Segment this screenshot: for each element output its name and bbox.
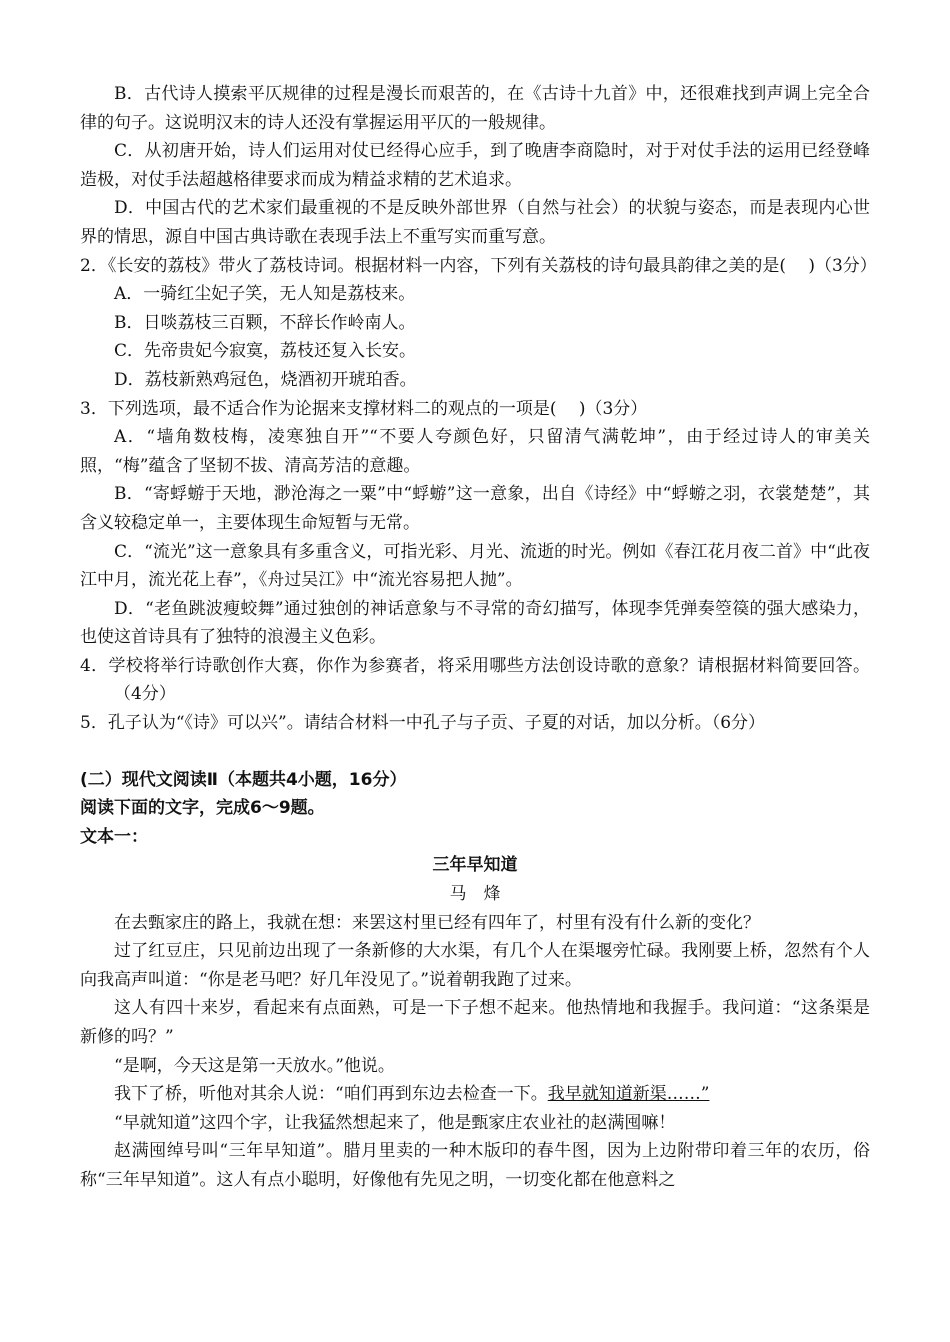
story-paragraph: 这人有四十来岁，看起来有点面熟，可是一下子想不起来。他热情地和我握手。我问道：“这条渠是新修的吗？” bbox=[80, 998, 870, 1047]
option-line: C．先帝贵妃今寂寞，荔枝还复入长安。 bbox=[114, 341, 417, 362]
story-paragraph: “是啊，今天这是第一天放水。”他说。 bbox=[114, 1055, 395, 1076]
section-gap bbox=[80, 738, 870, 766]
text-label: 文本一： bbox=[80, 826, 148, 847]
document-page bbox=[80, 80, 877, 1195]
story-author: 马 烽 bbox=[449, 884, 501, 905]
option-line: D．“老鱼跳波瘦蛟舞”通过独创的神话意象与不寻常的奇幻描写，体现李凭弹奏箜篌的强大感染力，也使这首诗具有了独特的浪漫主义色彩。 bbox=[80, 598, 870, 648]
option-line: B．古代诗人摸索平仄规律的过程是漫长而艰苦的，在《古诗十九首》中，还很难找到声调上完全合律的句子。这说明汉末的诗人还没有掌握运用平仄的一般规律。 bbox=[80, 84, 870, 133]
question-line: 2．《长安的荔枝》带火了荔枝诗词。根据材料一内容，下列有关荔枝的诗句最具韵律之美的是( )（3分） bbox=[80, 255, 877, 276]
option-line: C．“流光”这一意象具有多重含义，可指光彩、月光、流逝的时光。例如《春江花月夜二首》中“此夜江中月，流光花上春”，《舟过吴江》中“流光容易把人抛”。 bbox=[80, 541, 871, 591]
section-instruction: 阅读下面的文字，完成6～9题。 bbox=[80, 798, 325, 819]
underline-before: 我下了桥，听他对其余人说：“咱们再到东边去检查一下。 bbox=[114, 1084, 548, 1105]
question-line: 3．下列选项，最不适合作为论据来支撑材料二的观点的一项是( )（3分） bbox=[80, 398, 648, 419]
story-title: 三年早知道 bbox=[432, 855, 518, 876]
question-line: 4．学校将举行诗歌创作大赛，你作为参赛者，将采用哪些方法创设诗歌的意象？请根据材料简要回答。（4分） bbox=[80, 655, 870, 705]
story-paragraph: 过了红豆庄，只见前边出现了一条新修的大水渠，有几个人在渠堰旁忙碌。我刚要上桥，忽然有个人向我高声叫道：“你是老马吧？好几年没见了。”说着朝我跑了过来。 bbox=[80, 941, 870, 990]
story-paragraph: “早就知道”这四个字，让我猛然想起来了，他是甄家庄农业社的赵满囤嘛！ bbox=[114, 1112, 676, 1133]
question-line: 5．孔子认为“《诗》可以兴”。请结合材料一中孔子与子贡、子夏的对话，加以分析。（6分） bbox=[80, 713, 766, 734]
story-paragraph: 赵满囤绰号叫“三年早知道”。腊月里卖的一种木版印的春牛图，因为上边附带印着三年的农历，俗称“三年早知道”。这人有点小聪明，好像他有先见之明，一切变化都在他意料之 bbox=[80, 1141, 870, 1190]
option-line: A．一骑红尘妃子笑，无人知是荔枝来。 bbox=[114, 284, 416, 305]
story-paragraph: 在去甄家庄的路上，我就在想：来罢这村里已经有四年了，村里有没有什么新的变化？ bbox=[114, 912, 760, 933]
story-paragraph-underlined bbox=[80, 1080, 870, 1109]
section-heading: (二）现代文阅读Ⅱ（本题共4小题，16分） bbox=[80, 769, 407, 790]
option-line: D．中国古代的艺术家们最重视的不是反映外部世界（自然与社会）的状貌与姿态，而是表现内心世界的情思，源自中国古典诗歌在表现手法上不重写实而重写意。 bbox=[80, 198, 870, 247]
story-tail bbox=[80, 1109, 870, 1195]
underlined-sentence: 我早就知道新渠……” bbox=[547, 1084, 710, 1105]
option-line: D．荔枝新熟鸡冠色，烧酒初开琥珀香。 bbox=[114, 369, 417, 390]
option-line: B．“寄蜉蝣于天地，渺沧海之一粟”中“蜉蝣”这一意象，出自《诗经》中“蜉蝣之羽，衣裳楚楚”，其含义较稳定单一，主要体现生命短暂与无常。 bbox=[80, 484, 870, 533]
story-body bbox=[80, 909, 870, 1081]
question-list bbox=[80, 80, 877, 738]
option-line: A．“墙角数枝梅，凌寒独自开”“不要人夸颜色好，只留清气满乾坤”，由于经过诗人的审美关照，“梅”蕴含了坚韧不拔、清高芳洁的意趣。 bbox=[80, 427, 870, 476]
option-line: B．日啖荔枝三百颗，不辞长作岭南人。 bbox=[114, 312, 416, 333]
option-line: C．从初唐开始，诗人们运用对仗已经得心应手，到了晚唐李商隐时，对于对仗手法的运用已经登峰造极，对仗手法超越格律要求而成为精益求精的艺术追求。 bbox=[80, 141, 870, 190]
